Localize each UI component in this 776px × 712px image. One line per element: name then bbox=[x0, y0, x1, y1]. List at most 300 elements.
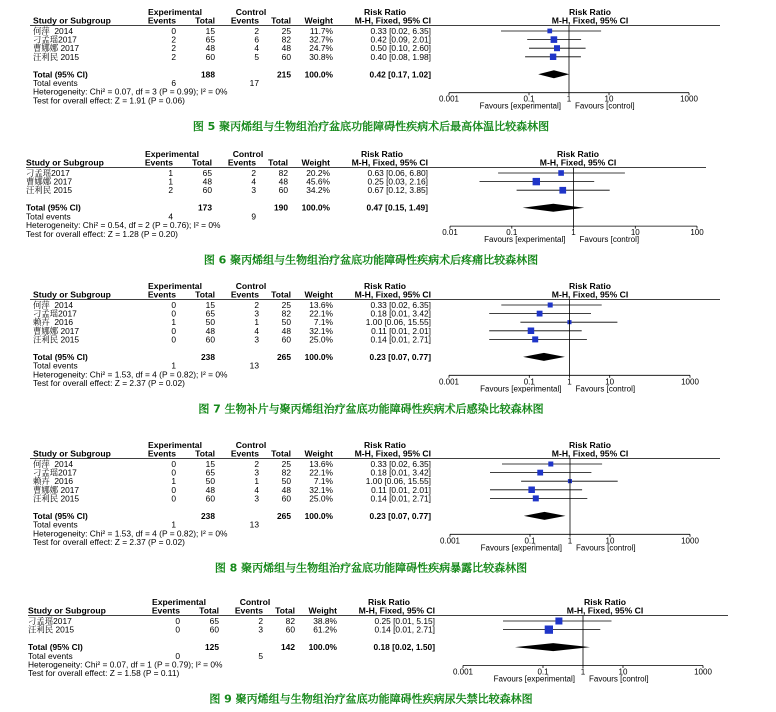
header-control: Control bbox=[235, 440, 267, 450]
x-tick-label: 0.001 bbox=[439, 536, 461, 546]
risk-ratio-ci: 1.00 [0.06, 15.55] bbox=[365, 476, 431, 487]
ctrl-events: 3 bbox=[251, 185, 256, 196]
ctrl-total: 82 bbox=[278, 168, 288, 178]
study-row bbox=[26, 185, 610, 195]
exp-events: 0 bbox=[171, 459, 176, 469]
total-events-label: Total events bbox=[28, 650, 73, 661]
ctrl-events: 2 bbox=[251, 168, 256, 178]
header-experimental: Experimental bbox=[145, 149, 199, 159]
total-exp-total: 173 bbox=[198, 202, 212, 213]
ctrl-events: 2 bbox=[254, 300, 259, 310]
favours-experimental-label: Favours [experimental] bbox=[493, 674, 575, 684]
effect-marker bbox=[533, 495, 539, 501]
exp-total: 65 bbox=[205, 467, 215, 478]
header-control: Control bbox=[232, 149, 264, 159]
ctrl-events: 4 bbox=[254, 43, 259, 54]
header-exp-total: Total bbox=[195, 15, 215, 26]
exp-total: 65 bbox=[209, 616, 219, 626]
header-ctrl-events: Events bbox=[230, 448, 259, 459]
exp-total: 60 bbox=[202, 185, 212, 196]
forest-plot-footer bbox=[33, 361, 259, 388]
favours-control-label: Favours [control] bbox=[575, 101, 635, 111]
header-study: Study or Subgroup bbox=[33, 289, 111, 300]
risk-ratio-ci: 1.00 [0.06, 15.55] bbox=[365, 317, 431, 328]
total-exp-total: 188 bbox=[201, 69, 215, 80]
pooled-diamond bbox=[523, 204, 585, 212]
risk-ratio-ci: 0.50 [0.10, 2.60] bbox=[370, 43, 431, 54]
ctrl-events: 2 bbox=[258, 616, 263, 626]
pooled-diamond bbox=[523, 353, 565, 361]
header-method-plot: M-H, Fixed, 95% CI bbox=[551, 448, 629, 459]
study-weight: 61.2% bbox=[313, 624, 337, 635]
ctrl-total: 48 bbox=[281, 484, 291, 495]
study-weight: 32.7% bbox=[309, 34, 333, 45]
header-ctrl-events: Events bbox=[230, 289, 259, 300]
favours-control-label: Favours [control] bbox=[575, 384, 636, 394]
total-ctrl-events: 9 bbox=[251, 211, 256, 222]
header-method-plot: M-H, Fixed, 95% CI bbox=[539, 157, 617, 168]
study-name: 汪利民 2015 bbox=[28, 624, 75, 635]
header-control: Control bbox=[239, 597, 271, 607]
study-weight: 7.1% bbox=[313, 476, 333, 487]
favours-control-label: Favours [control] bbox=[589, 674, 649, 684]
study-weight: 22.1% bbox=[309, 467, 333, 478]
heterogeneity-text: Heterogeneity: Chi² = 0.07, df = 3 (P = 0.99); I² = 0% bbox=[33, 86, 228, 97]
study-weight: 22.1% bbox=[309, 308, 333, 319]
header-exp-events: Events bbox=[147, 448, 176, 459]
exp-events: 0 bbox=[171, 467, 176, 478]
exp-total: 48 bbox=[205, 484, 215, 495]
header-exp-events: Events bbox=[147, 15, 176, 26]
risk-ratio-ci: 0.14 [0.01, 2.71] bbox=[374, 624, 435, 635]
exp-total: 60 bbox=[209, 624, 219, 635]
study-weight: 20.2% bbox=[306, 168, 330, 178]
study-name: 汪利民 2015 bbox=[26, 185, 73, 196]
ctrl-total: 48 bbox=[281, 43, 291, 54]
exp-events: 0 bbox=[171, 308, 176, 319]
header-study: Study or Subgroup bbox=[33, 15, 111, 26]
pooled-diamond bbox=[515, 643, 590, 651]
study-name: 刁孟瑶2017 bbox=[33, 308, 77, 319]
header-ctrl-total: Total bbox=[271, 15, 291, 26]
header-risk-ratio-plot: Risk Ratio bbox=[556, 149, 600, 159]
x-tick-label: 10 bbox=[630, 228, 640, 238]
x-tick-label: 1 bbox=[571, 228, 576, 238]
exp-total: 15 bbox=[205, 26, 215, 36]
header-method-table: M-H, Fixed, 95% CI bbox=[351, 157, 428, 168]
risk-ratio-ci: 0.11 [0.01, 2.01] bbox=[371, 484, 431, 495]
total-weight: 100.0% bbox=[304, 69, 333, 80]
x-tick-label: 0.01 bbox=[442, 228, 458, 238]
x-tick-label: 1000 bbox=[680, 94, 698, 104]
x-tick-label: 10 bbox=[604, 94, 614, 104]
risk-ratio-ci: 0.14 [0.01, 2.71] bbox=[370, 493, 431, 504]
x-tick-label: 0.1 bbox=[523, 377, 535, 387]
effect-marker bbox=[559, 187, 566, 194]
study-row bbox=[33, 334, 587, 344]
ctrl-events: 2 bbox=[254, 459, 259, 469]
header-exp-events: Events bbox=[144, 157, 173, 168]
ctrl-events: 3 bbox=[258, 624, 263, 635]
total-exp-total: 238 bbox=[201, 351, 215, 362]
study-row bbox=[28, 625, 600, 635]
study-name: 汪利民 2015 bbox=[33, 51, 80, 62]
header-method-table: M-H, Fixed, 95% CI bbox=[354, 448, 431, 459]
total-weight: 100.0% bbox=[301, 202, 330, 213]
risk-ratio-ci: 0.25 [0.01, 5.15] bbox=[374, 616, 435, 626]
ctrl-events: 4 bbox=[254, 325, 259, 336]
header-weight: Weight bbox=[304, 289, 333, 300]
header-method-plot: M-H, Fixed, 95% CI bbox=[566, 605, 644, 616]
header-risk-ratio-plot: Risk Ratio bbox=[568, 281, 612, 291]
ctrl-events: 1 bbox=[254, 476, 259, 487]
exp-events: 0 bbox=[171, 26, 176, 36]
exp-events: 0 bbox=[175, 616, 180, 626]
total-exp-events: 1 bbox=[171, 519, 176, 530]
x-tick-label: 10 bbox=[605, 536, 615, 546]
exp-total: 48 bbox=[202, 176, 212, 187]
x-axis bbox=[439, 93, 698, 111]
ctrl-events: 3 bbox=[254, 334, 259, 345]
heterogeneity-text: Heterogeneity: Chi² = 1.53, df = 4 (P = 0.82); I² = 0% bbox=[33, 528, 228, 539]
overall-effect-text: Test for overall effect: Z = 1.58 (P = 0.11) bbox=[28, 668, 180, 679]
study-row bbox=[33, 35, 581, 45]
ctrl-total: 48 bbox=[281, 325, 291, 336]
header-risk-ratio-plot: Risk Ratio bbox=[583, 597, 627, 607]
x-axis bbox=[439, 375, 699, 393]
total-ctrl-events: 13 bbox=[249, 519, 259, 530]
header-method-table: M-H, Fixed, 95% CI bbox=[358, 605, 435, 616]
exp-total: 48 bbox=[205, 43, 215, 54]
figure-caption: 图 6 聚丙烯组与生物组治疗盆底功能障碍性疾病术后疼痛比较森林图 bbox=[203, 253, 539, 267]
study-weight: 13.6% bbox=[309, 459, 333, 469]
overall-effect-text: Test for overall effect: Z = 2.37 (P = 0.02) bbox=[33, 537, 185, 547]
study-row bbox=[33, 485, 582, 495]
effect-marker bbox=[554, 45, 560, 51]
exp-total: 50 bbox=[205, 476, 215, 487]
ctrl-total: 82 bbox=[281, 34, 291, 45]
exp-events: 1 bbox=[171, 476, 176, 487]
header-control: Control bbox=[235, 281, 267, 291]
total-weight: 100.0% bbox=[308, 642, 337, 653]
risk-ratio-ci: 0.33 [0.02, 6.35] bbox=[370, 459, 431, 469]
heterogeneity-text: Heterogeneity: Chi² = 0.54, df = 2 (P = 0.76); I² = 0% bbox=[26, 220, 221, 231]
header-experimental: Experimental bbox=[148, 7, 202, 17]
exp-events: 2 bbox=[168, 185, 173, 196]
exp-total: 60 bbox=[205, 493, 215, 504]
x-tick-label: 1000 bbox=[694, 667, 712, 677]
study-name: 刁孟瑶2017 bbox=[33, 34, 77, 45]
risk-ratio-ci: 0.25 [0.03, 2.16] bbox=[367, 176, 428, 187]
total-row bbox=[33, 511, 566, 521]
heterogeneity-text: Heterogeneity: Chi² = 1.53, df = 4 (P = 0.82); I² = 0% bbox=[33, 369, 228, 380]
study-weight: 32.1% bbox=[309, 484, 333, 495]
exp-total: 65 bbox=[202, 168, 212, 178]
total-exp-events: 1 bbox=[171, 360, 176, 371]
header-method-table: M-H, Fixed, 95% CI bbox=[354, 15, 431, 26]
x-tick-label: 0.1 bbox=[524, 536, 536, 546]
heterogeneity-text: Heterogeneity: Chi² = 0.07, df = 1 (P = 0.79); I² = 0% bbox=[28, 659, 223, 670]
study-row bbox=[33, 468, 591, 478]
effect-marker bbox=[548, 462, 553, 467]
exp-events: 2 bbox=[171, 51, 176, 62]
header-weight: Weight bbox=[301, 157, 330, 168]
total-ctrl-total: 215 bbox=[277, 69, 291, 80]
header-ctrl-total: Total bbox=[268, 157, 288, 168]
figure-caption: 图 7 生物补片与聚丙烯组治疗盆底功能障碍性疾病术后感染比较森林图 bbox=[198, 402, 544, 416]
ctrl-total: 60 bbox=[281, 51, 291, 62]
study-name: 刁孟瑶2017 bbox=[28, 616, 72, 626]
study-weight: 38.8% bbox=[313, 616, 337, 626]
exp-events: 0 bbox=[171, 325, 176, 336]
x-tick-label: 1 bbox=[580, 667, 586, 677]
ctrl-events: 1 bbox=[254, 317, 259, 328]
forest-plot-footer bbox=[33, 520, 259, 547]
header-risk-ratio-plot: Risk Ratio bbox=[568, 440, 612, 450]
exp-events: 2 bbox=[171, 43, 176, 54]
forest-plot bbox=[28, 597, 728, 706]
ctrl-total: 25 bbox=[281, 459, 291, 469]
study-weight: 7.1% bbox=[313, 317, 333, 328]
total-label: Total (95% CI) bbox=[33, 510, 88, 521]
exp-events: 0 bbox=[171, 300, 176, 310]
study-name: 刁孟瑶2017 bbox=[33, 467, 77, 478]
header-exp-total: Total bbox=[195, 448, 215, 459]
forest-plot-footer bbox=[33, 78, 259, 105]
header-ctrl-events: Events bbox=[230, 15, 259, 26]
risk-ratio-ci: 0.42 [0.09, 2.01] bbox=[370, 34, 431, 45]
favours-experimental-label: Favours [experimental] bbox=[480, 543, 562, 553]
overall-effect-text: Test for overall effect: Z = 2.37 (P = 0.02) bbox=[33, 378, 185, 388]
pooled-diamond bbox=[524, 512, 566, 520]
header-risk-ratio-table: Risk Ratio bbox=[363, 281, 407, 291]
ctrl-total: 60 bbox=[285, 624, 295, 635]
x-axis bbox=[442, 226, 704, 244]
study-weight: 25.0% bbox=[309, 493, 333, 504]
x-tick-label: 1 bbox=[567, 536, 573, 546]
forest-plot bbox=[30, 440, 720, 575]
exp-total: 65 bbox=[205, 34, 215, 45]
x-tick-label: 0.1 bbox=[523, 94, 535, 104]
header-weight: Weight bbox=[304, 448, 333, 459]
total-row bbox=[33, 69, 569, 79]
header-ctrl-total: Total bbox=[271, 289, 291, 300]
effect-marker bbox=[537, 470, 543, 476]
total-ctrl-events: 17 bbox=[249, 78, 259, 88]
exp-events: 1 bbox=[171, 317, 176, 328]
total-row bbox=[26, 203, 584, 213]
x-axis bbox=[453, 666, 712, 684]
total-ctrl-total: 142 bbox=[281, 642, 295, 653]
x-tick-label: 1 bbox=[566, 94, 572, 104]
ctrl-total: 82 bbox=[285, 616, 295, 626]
study-name: 曹娜娜 2017 bbox=[33, 43, 80, 54]
study-weight: 34.2% bbox=[306, 185, 330, 196]
effect-marker bbox=[550, 54, 556, 60]
exp-total: 15 bbox=[205, 300, 215, 310]
exp-total: 50 bbox=[205, 317, 215, 328]
total-ctrl-events: 5 bbox=[258, 650, 263, 661]
ctrl-total: 60 bbox=[281, 334, 291, 345]
header-exp-events: Events bbox=[147, 289, 176, 300]
figure-caption: 图 5 聚丙烯组与生物组治疗盆底功能障碍性疾病术后最高体温比较森林图 bbox=[192, 119, 550, 133]
total-label: Total (95% CI) bbox=[33, 351, 88, 362]
total-ctrl-events: 13 bbox=[249, 360, 259, 371]
risk-ratio-ci: 0.33 [0.02, 6.35] bbox=[370, 300, 431, 310]
risk-ratio-ci: 0.67 [0.12, 3.85] bbox=[367, 185, 428, 196]
effect-marker bbox=[533, 178, 540, 185]
favours-experimental-label: Favours [experimental] bbox=[484, 235, 566, 245]
study-name: 曹娜娜 2017 bbox=[26, 176, 73, 187]
exp-total: 15 bbox=[205, 459, 215, 469]
total-exp-events: 0 bbox=[175, 650, 180, 661]
figure-caption: 图 9 聚丙烯组与生物组治疗盆底功能障碍性疾病尿失禁比较森林图 bbox=[209, 692, 533, 706]
study-row bbox=[33, 52, 581, 62]
overall-effect-text: Test for overall effect: Z = 1.28 (P = 0.20) bbox=[26, 228, 178, 239]
total-ctrl-total: 265 bbox=[277, 351, 291, 362]
total-weight: 100.0% bbox=[304, 510, 333, 521]
ctrl-events: 6 bbox=[254, 34, 259, 45]
exp-total: 60 bbox=[205, 51, 215, 62]
ctrl-events: 2 bbox=[254, 26, 259, 36]
risk-ratio-ci: 0.63 [0.06, 6.80] bbox=[367, 168, 428, 178]
header-method-plot: M-H, Fixed, 95% CI bbox=[551, 289, 629, 300]
ctrl-events: 4 bbox=[254, 484, 259, 495]
study-name: 何萍 2014 bbox=[33, 300, 74, 310]
x-axis bbox=[440, 534, 699, 552]
risk-ratio-ci: 0.18 [0.01, 3.42] bbox=[370, 467, 431, 478]
ctrl-events: 4 bbox=[251, 176, 256, 187]
exp-events: 1 bbox=[168, 168, 173, 178]
study-row bbox=[33, 309, 591, 319]
favours-experimental-label: Favours [experimental] bbox=[480, 384, 562, 394]
total-exp-total: 125 bbox=[205, 642, 219, 653]
total-events-label: Total events bbox=[33, 360, 78, 371]
ctrl-total: 60 bbox=[278, 185, 288, 196]
header-risk-ratio-table: Risk Ratio bbox=[363, 7, 407, 17]
effect-marker bbox=[547, 29, 552, 34]
study-name: 汪利民 2015 bbox=[33, 493, 80, 504]
forest-plot-header bbox=[28, 597, 728, 616]
exp-total: 60 bbox=[205, 334, 215, 345]
effect-marker bbox=[528, 328, 535, 335]
forest-plot-footer bbox=[28, 651, 263, 678]
study-row bbox=[33, 326, 582, 336]
ctrl-total: 82 bbox=[281, 308, 291, 319]
header-risk-ratio-plot: Risk Ratio bbox=[568, 7, 612, 17]
x-tick-label: 100 bbox=[690, 228, 704, 238]
forest-plot-header bbox=[30, 281, 720, 300]
header-experimental: Experimental bbox=[152, 597, 206, 607]
header-exp-events: Events bbox=[151, 605, 180, 616]
total-risk-ratio-ci: 0.42 [0.17, 1.02] bbox=[369, 69, 431, 80]
x-tick-label: 0.1 bbox=[537, 667, 549, 677]
x-tick-label: 1000 bbox=[681, 536, 699, 546]
effect-marker bbox=[545, 626, 553, 634]
header-exp-total: Total bbox=[195, 289, 215, 300]
header-study: Study or Subgroup bbox=[26, 157, 104, 168]
effect-marker bbox=[537, 311, 543, 317]
pooled-diamond bbox=[538, 70, 569, 78]
study-row bbox=[33, 493, 587, 503]
ctrl-total: 48 bbox=[278, 176, 288, 187]
x-tick-label: 0.1 bbox=[506, 228, 518, 238]
effect-marker bbox=[555, 618, 562, 625]
ctrl-total: 82 bbox=[281, 467, 291, 478]
header-weight: Weight bbox=[304, 15, 333, 26]
overall-effect-text: Test for overall effect: Z = 1.91 (P = 0.06) bbox=[33, 95, 185, 106]
x-tick-label: 10 bbox=[618, 667, 628, 677]
exp-events: 0 bbox=[171, 493, 176, 504]
header-ctrl-total: Total bbox=[271, 448, 291, 459]
total-label: Total (95% CI) bbox=[33, 69, 88, 80]
total-exp-events: 4 bbox=[168, 211, 173, 222]
study-weight: 25.0% bbox=[309, 334, 333, 345]
ctrl-total: 25 bbox=[281, 300, 291, 310]
header-ctrl-total: Total bbox=[275, 605, 295, 616]
forest-plot-footer bbox=[26, 211, 256, 238]
ctrl-total: 50 bbox=[281, 317, 291, 328]
study-name: 赖卉 2016 bbox=[33, 476, 74, 487]
risk-ratio-ci: 0.14 [0.01, 2.71] bbox=[370, 334, 431, 345]
total-ctrl-total: 265 bbox=[277, 510, 291, 521]
effect-marker bbox=[548, 303, 553, 308]
study-name: 曹娜娜 2017 bbox=[33, 325, 80, 336]
total-events-label: Total events bbox=[33, 519, 78, 530]
study-name: 曹娜娜 2017 bbox=[33, 484, 80, 495]
study-weight: 30.8% bbox=[309, 51, 333, 62]
effect-marker bbox=[558, 170, 564, 176]
header-experimental: Experimental bbox=[148, 281, 202, 291]
header-control: Control bbox=[235, 7, 267, 17]
ctrl-events: 3 bbox=[254, 308, 259, 319]
x-tick-label: 10 bbox=[605, 377, 615, 387]
header-exp-total: Total bbox=[199, 605, 219, 616]
forest-plot-header bbox=[26, 149, 706, 168]
total-events-label: Total events bbox=[26, 211, 71, 222]
exp-events: 0 bbox=[175, 624, 180, 635]
favours-experimental-label: Favours [experimental] bbox=[479, 101, 561, 111]
ctrl-total: 60 bbox=[281, 493, 291, 504]
header-risk-ratio-table: Risk Ratio bbox=[363, 440, 407, 450]
ctrl-events: 3 bbox=[254, 493, 259, 504]
effect-marker bbox=[528, 487, 535, 494]
total-label: Total (95% CI) bbox=[26, 202, 81, 213]
header-study: Study or Subgroup bbox=[33, 448, 111, 459]
exp-events: 0 bbox=[171, 334, 176, 345]
header-exp-total: Total bbox=[192, 157, 212, 168]
total-risk-ratio-ci: 0.47 [0.15, 1.49] bbox=[366, 202, 428, 213]
x-tick-label: 1000 bbox=[681, 377, 699, 387]
exp-total: 65 bbox=[205, 308, 215, 319]
total-row bbox=[28, 642, 590, 652]
header-ctrl-events: Events bbox=[234, 605, 263, 616]
ctrl-total: 25 bbox=[281, 26, 291, 36]
risk-ratio-ci: 0.33 [0.02, 6.35] bbox=[370, 26, 431, 36]
total-events-label: Total events bbox=[33, 78, 78, 88]
forest-plot bbox=[30, 7, 720, 133]
study-name: 汪利民 2015 bbox=[33, 334, 80, 345]
header-weight: Weight bbox=[308, 605, 337, 616]
header-experimental: Experimental bbox=[148, 440, 202, 450]
header-method-table: M-H, Fixed, 95% CI bbox=[354, 289, 431, 300]
x-tick-label: 1 bbox=[567, 377, 572, 387]
header-study: Study or Subgroup bbox=[28, 605, 106, 616]
study-weight: 24.7% bbox=[309, 43, 333, 54]
ctrl-events: 5 bbox=[254, 51, 259, 62]
exp-events: 0 bbox=[171, 484, 176, 495]
total-exp-total: 238 bbox=[201, 510, 215, 521]
